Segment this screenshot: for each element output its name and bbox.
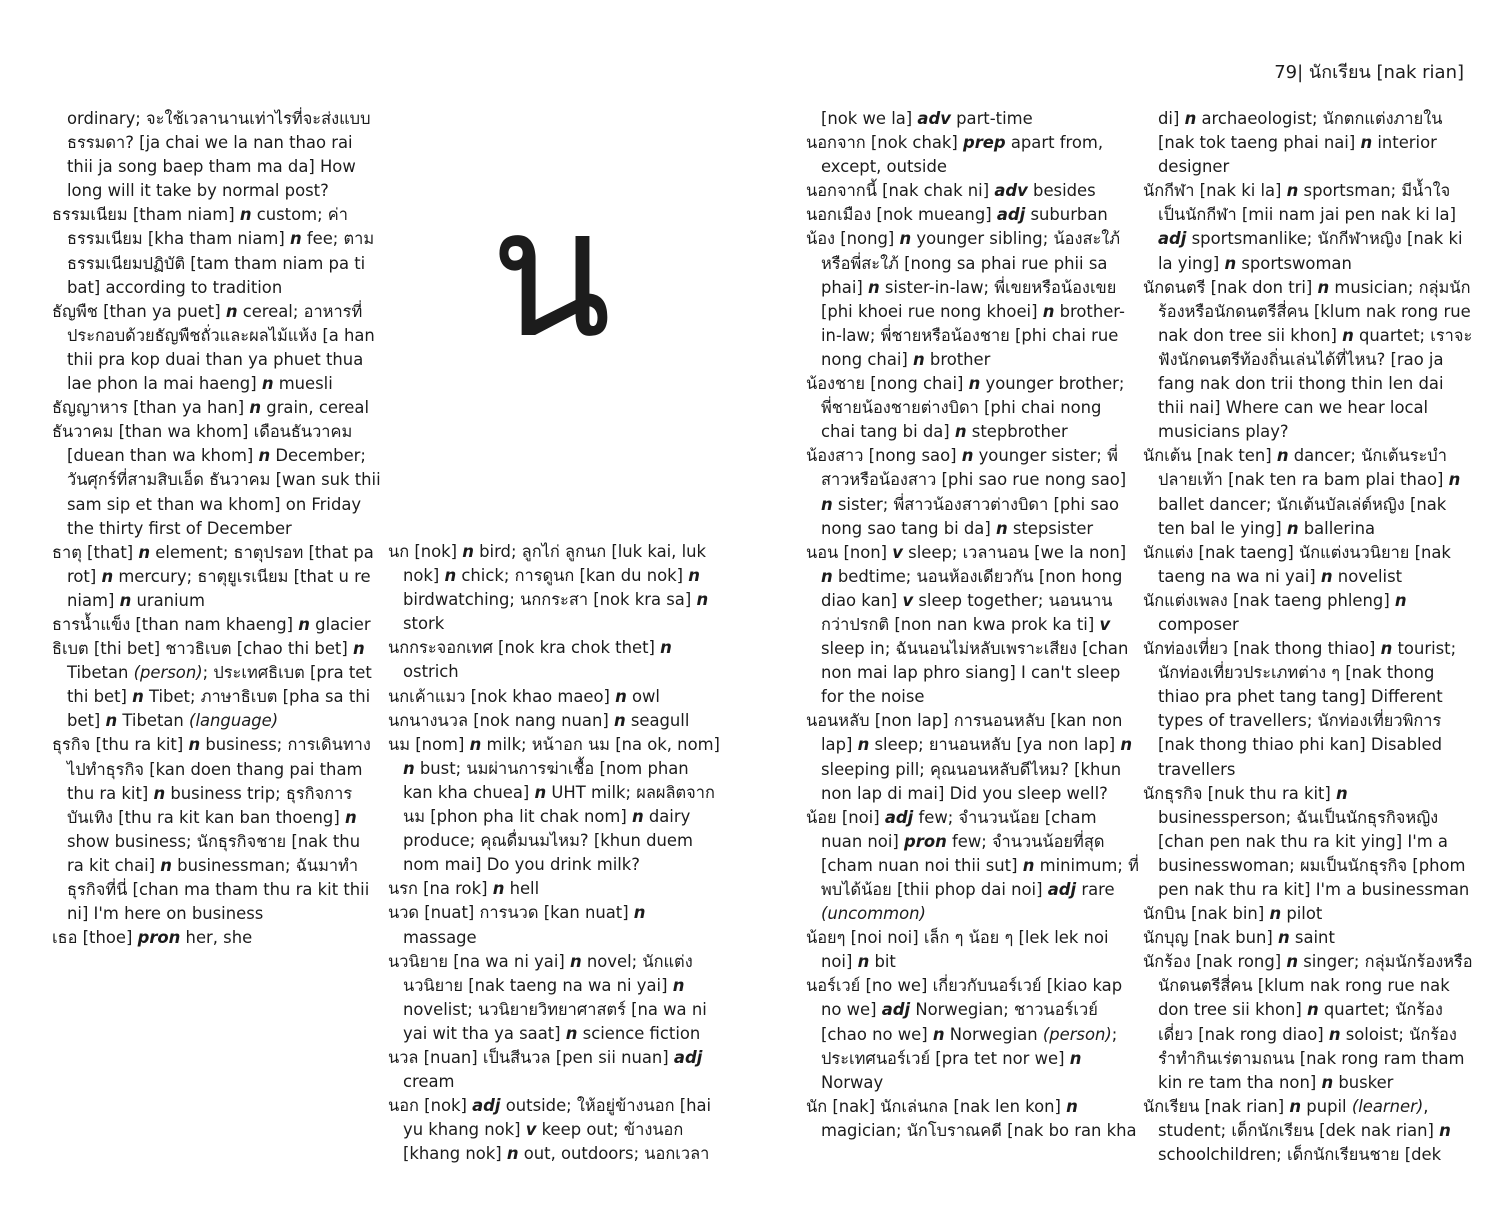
dictionary-entry [806, 926, 1139, 974]
part-of-speech: n [1306, 1000, 1319, 1020]
part-of-speech: n [403, 758, 415, 778]
usage-note: (language) [189, 711, 279, 731]
part-of-speech: n [188, 735, 201, 755]
entry-text: hell [504, 879, 540, 899]
column-1 [52, 107, 382, 950]
part-of-speech: adj [996, 205, 1026, 225]
entry-text: stepbrother [966, 422, 1068, 442]
dictionary-entry [388, 709, 723, 733]
dictionary-entry [1143, 782, 1473, 902]
dictionary-entry [388, 540, 723, 636]
dictionary-entry [52, 613, 382, 637]
part-of-speech: n [119, 590, 132, 610]
entry-text: นก [nok] [388, 542, 463, 561]
entry-text: quartet; เราจะฟังนักดนตรีท้องถิ่นเล่นได้ที่ไหน? [rao ja fang nak don trii thong thin len dai thii nai] Where can we hear local musicians play? [1158, 325, 1473, 442]
entry-text: bedtime; นอนห้องเดียวกัน [non hong diao kan] [821, 566, 1123, 610]
entry-text: เธอ [thoe] [52, 928, 138, 948]
part-of-speech: n [1317, 277, 1330, 297]
dictionary-entry [806, 203, 1139, 227]
part-of-speech: n [1342, 325, 1354, 345]
part-of-speech: n [1042, 301, 1055, 321]
entry-text: out, outdoors; นอกเวลา [518, 1144, 710, 1164]
dictionary-entry [1143, 1095, 1473, 1167]
entry-text: brother-in-law; พี่ชายหรือน้องชาย [phi chai rue nong chai] [821, 301, 1125, 369]
entry-text: นัก [nak] นักเล่นกล [nak len kon] [806, 1096, 1067, 1116]
part-of-speech: n [1321, 1072, 1334, 1092]
part-of-speech: n [1066, 1096, 1078, 1116]
part-of-speech: n [633, 903, 646, 923]
part-of-speech: n [660, 638, 672, 658]
part-of-speech: adv [994, 181, 1028, 201]
part-of-speech: n [954, 422, 967, 442]
entry-text: sportsman; มีน้ำใจเป็นนักกีฬา [mii nam jai pen nak ki la] [1158, 181, 1457, 225]
part-of-speech: n [1439, 1120, 1451, 1140]
part-of-speech: n [444, 566, 457, 586]
entry-text: keep out; ข้างนอก [khang nok] [403, 1120, 684, 1164]
part-of-speech: n [1224, 253, 1237, 273]
part-of-speech: n [615, 686, 627, 706]
entry-text: fee; ตามธรรมเนียมปฏิบัติ [tam tham niam pa ti bat] according to tradition [67, 229, 375, 297]
entry-text: ธัญพืช [than ya puet] [52, 301, 226, 321]
dictionary-entry [388, 733, 723, 878]
dictionary-entry [806, 372, 1139, 444]
part-of-speech: n [101, 566, 114, 586]
entry-text: pupil [1301, 1096, 1352, 1116]
usage-note: (person) [133, 663, 203, 683]
entry-text: owl [626, 686, 660, 706]
entry-text: นักแต่งเพลง [nak taeng phleng] [1143, 590, 1395, 610]
part-of-speech: adv [917, 109, 951, 128]
part-of-speech: n [688, 566, 700, 586]
entry-text: นักร้อง [nak rong] [1143, 952, 1287, 972]
part-of-speech: n [565, 1023, 578, 1043]
part-of-speech: n [696, 590, 709, 610]
part-of-speech: n [995, 518, 1008, 538]
entry-text: ธิเบต [thi bet] ชาวธิเบต [chao thi bet] [52, 639, 353, 659]
entry-text: uranium [131, 590, 205, 610]
part-of-speech: n [344, 807, 357, 827]
entry-text: ballet dancer; นักเต้นบัลเล่ต์หญิง [nak ten bal le ying] [1158, 494, 1447, 538]
part-of-speech: adj [673, 1047, 703, 1067]
part-of-speech: n [570, 951, 582, 971]
dictionary-entry [388, 685, 723, 709]
dictionary-entry [52, 203, 382, 299]
dictionary-entry [388, 1094, 723, 1166]
entry-text: นักเต้น [nak ten] [1143, 446, 1277, 466]
entry-text: นรก [na rok] [388, 879, 493, 899]
entry-text: science fiction [577, 1023, 701, 1043]
part-of-speech: n [821, 494, 833, 514]
part-of-speech: adj [881, 1000, 911, 1020]
entry-text: Norwegian [944, 1024, 1043, 1044]
entry-text: นักดนตรี [nak don tri] [1143, 277, 1318, 297]
part-of-speech: n [1269, 904, 1282, 924]
entry-text: saint [1289, 928, 1335, 948]
entry-text: ธัญญาหาร [than ya han] [52, 398, 250, 418]
part-of-speech: n [913, 349, 925, 369]
part-of-speech: n [631, 807, 644, 827]
entry-text: business trip; ธุรกิจการบันเทิง [thu ra kit kan ban thoeng] [67, 783, 353, 827]
part-of-speech: n [225, 301, 238, 321]
dictionary-entry [1143, 541, 1473, 589]
entry-text: นกกระจอกเทศ [nok kra chok thet] [388, 638, 661, 658]
entry-text: นักกีฬา [nak ki la] [1143, 181, 1287, 201]
part-of-speech: n [1184, 109, 1197, 128]
part-of-speech: pron [904, 831, 947, 851]
entry-text: massage [403, 927, 477, 947]
entry-text: pilot [1281, 904, 1323, 924]
entry-text: sleep; เวลานอน [we la non] [902, 542, 1127, 562]
part-of-speech: n [1336, 783, 1348, 803]
column-2 [388, 540, 723, 1166]
entry-text: นักบิน [nak bin] [1143, 904, 1270, 924]
part-of-speech: pron [137, 928, 181, 948]
entry-text: น้อยๆ [noi noi] เล็ก ๆ น้อย ๆ [lek lek noi noi] [806, 928, 1109, 972]
part-of-speech: v [902, 590, 914, 610]
dictionary-entry [1143, 926, 1473, 950]
entry-text: , student; เด็กนักเรียน [dek nak rian] [1158, 1096, 1440, 1140]
part-of-speech: n [298, 614, 310, 634]
dictionary-entry [1143, 179, 1473, 275]
part-of-speech: n [821, 566, 833, 586]
part-of-speech: n [249, 398, 262, 418]
part-of-speech: adj [884, 807, 914, 827]
part-of-speech: n [899, 229, 912, 249]
entry-text: apart from, except, outside [821, 133, 1104, 177]
dictionary-entry [388, 1046, 723, 1094]
entry-text: show business; นักธุรกิจชาย [nak thu ra kit chai] [67, 831, 361, 875]
entry-text: ostrich [403, 662, 459, 682]
entry-text: novelist; นวนิยายวิทยาศาสตร์ [na wa ni yai wit tha ya saat] [403, 999, 707, 1043]
dictionary-entry [388, 901, 723, 949]
dictionary-entry-continued [52, 107, 382, 203]
dictionary-entry [1143, 902, 1473, 926]
part-of-speech: n [1360, 133, 1373, 153]
part-of-speech: n [289, 229, 302, 249]
entry-text: glacier [309, 614, 371, 634]
header-romanization: [nak rian] [1376, 62, 1464, 83]
entry-text: น้องชาย [nong chai] [806, 374, 969, 394]
entry-text: rare [1076, 880, 1115, 899]
entry-text: novel; นักแต่งนวนิยาย [nak taeng na wa ni yai] [403, 951, 693, 995]
part-of-speech: n [132, 687, 144, 707]
part-of-speech: n [1278, 928, 1290, 948]
entry-text: seagull [625, 710, 690, 730]
entry-text: cereal; อาหารที่ประกอบด้วยธัญพืชถั่วและผลไม้แห้ง [a han thii pra kop duai than ya phuet thua lae phon la mai haeng] [67, 301, 375, 394]
dictionary-entry [52, 541, 382, 613]
entry-text: tourist; นักท่องเที่ยวประเภทต่าง ๆ [nak thong thiao pra phet tang tang] Different types of travellers; นักท่องเที่ยวพิการ [nak thong thiao phi kan] Disabled travellers [1158, 639, 1457, 779]
dictionary-entry [1143, 589, 1473, 637]
entry-text: Norway [821, 1072, 884, 1092]
entry-text: bust; นมผ่านการฆ่าเชื้อ [nom phan kan kha chuea] [403, 758, 689, 802]
entry-text: di] [1158, 109, 1185, 128]
entry-text: singer; กลุ่มนักร้องหรือนักดนตรีสี่คน [klum nak rong rue nak don tree sii khon] [1158, 952, 1473, 1020]
entry-text: นกเค้าแมว [nok khao maeo] [388, 686, 616, 706]
part-of-speech: v [1099, 614, 1111, 634]
entry-text: sleeping pill; คุณนอนหลับดีไหม? [khun non lap di mai] Did you sleep well? [821, 759, 1122, 803]
entry-text: นวด [nuat] การนวด [kan nuat] [388, 903, 634, 923]
entry-text: นักธุรกิจ [nuk thu ra kit] [1143, 783, 1337, 803]
entry-text: นักเรียน [nak rian] [1143, 1096, 1290, 1116]
entry-text: younger sibling; น้องสะใภ้ หรือพี่สะใภ้ [nong sa phai rue phii sa phai] [821, 229, 1121, 297]
entry-text: sportsmanlike; นักกีฬาหญิง [nak ki la ying] [1158, 229, 1463, 273]
entry-text: ธันวาคม [than wa khom] เดือนธันวาคม [duean than wa khom] [52, 422, 353, 466]
part-of-speech: n [868, 277, 880, 297]
part-of-speech: n [932, 1024, 945, 1044]
part-of-speech: n [352, 639, 365, 659]
entry-text: suburban [1025, 205, 1108, 225]
entry-text: นอกจาก [nok chak] [806, 133, 963, 153]
part-of-speech: n [239, 205, 252, 225]
entry-text: sister; พี่สาวน้องสาวต่างบิดา [phi sao nong sao tang bi da] [821, 494, 1120, 538]
part-of-speech: n [534, 782, 547, 802]
entry-text: sportswoman [1236, 253, 1352, 273]
dictionary-entry [806, 709, 1139, 805]
part-of-speech: v [525, 1120, 537, 1140]
dictionary-entry [388, 950, 723, 1046]
part-of-speech: n [506, 1144, 519, 1164]
entry-text: sleep; ยานอนหลับ [ya non lap] [869, 735, 1121, 755]
entry-text: นอร์เวย์ [no we] เกี่ยวกับนอร์เวย์ [kiao kap no we] [806, 976, 1123, 1020]
part-of-speech: n [857, 952, 870, 972]
entry-text: น้อง [nong] [806, 229, 900, 249]
entry-text: ธาตุ [that] [52, 542, 139, 562]
part-of-speech: n [469, 734, 482, 754]
part-of-speech: n [1286, 181, 1299, 201]
section-letter: น [490, 170, 612, 377]
entry-text: sleep together; นอนนานกว่าปรกติ [non nan kwa prok ka ti] [821, 590, 1113, 634]
part-of-speech: n [613, 710, 626, 730]
entry-text: custom; ค่าธรรมเนียม [kha tham niam] [67, 205, 348, 249]
running-header [1274, 57, 1464, 86]
dictionary-entry [806, 806, 1139, 926]
dictionary-entry [52, 733, 382, 926]
entry-text: sister-in-law; พี่เขยหรือน้องเขย [phi khoei rue nong khoei] [821, 277, 1117, 321]
entry-text: bit [869, 952, 896, 972]
dictionary-entry-continued [806, 107, 1139, 131]
part-of-speech: n [1069, 1048, 1082, 1068]
entry-text: ; ประเทศนอร์เวย์ [pra tet nor we] [821, 1024, 1118, 1068]
dictionary-entry [52, 637, 382, 733]
entry-text: soloist; นักร้องรำทำกินเร่ตามถนน [nak rong ram tham kin re tam tha non] [1158, 1024, 1465, 1092]
entry-text: minimum; ที่พบได้น้อย [thii phop dai noi] [821, 855, 1139, 899]
entry-text: น้อย [noi] [806, 807, 885, 827]
dictionary-entry [806, 131, 1139, 179]
entry-text: musician; กลุ่มนักร้องหรือนักดนตรีสี่คน [klum nak rong rue nak don tree sii khon] [1158, 277, 1471, 345]
part-of-speech: n [1286, 952, 1298, 972]
dictionary-entry [52, 396, 382, 420]
part-of-speech: n [160, 855, 172, 875]
entry-text: part-time [950, 109, 1033, 128]
entry-text: busker [1333, 1072, 1394, 1092]
dictionary-entry [52, 300, 382, 396]
part-of-speech: n [153, 783, 166, 803]
entry-text: นักท่องเที่ยว [nak thong thiao] [1143, 639, 1381, 659]
part-of-speech: n [462, 542, 474, 561]
entry-text: dairy produce; คุณดื่มนมไหม? [khun duem nom mai] Do you drink milk? [403, 807, 693, 875]
entry-text: brother [924, 349, 991, 369]
part-of-speech: v [892, 542, 903, 562]
entry-text: businessman; ฉันมาทำธุรกิจที่นี่ [chan ma tham thu ra kit thii ni] I'm here on business [67, 855, 370, 924]
entry-text: ธรรมเนียม [tham niam] [52, 205, 240, 225]
dictionary-entry [806, 974, 1139, 1094]
entry-text: นอก [nok] [388, 1096, 473, 1116]
part-of-speech: n [492, 879, 505, 899]
part-of-speech: n [258, 446, 271, 466]
part-of-speech: n [105, 711, 118, 731]
entry-text: younger sister; พี่สาวหรือน้องสาว [phi sao rue nong sao] [821, 446, 1127, 490]
entry-text: mercury; ธาตุยูเรเนียม [that u re niam] [67, 566, 371, 610]
part-of-speech: n [1120, 735, 1133, 755]
entry-text: นักแต่ง [nak taeng] นักแต่งนวนิยาย [nak taeng na wa ni yai] [1143, 542, 1451, 586]
entry-text: besides [1027, 181, 1096, 201]
entry-text: quartet; นักร้องเดี่ยว [nak rong diao] [1158, 1000, 1443, 1044]
dictionary-entry [806, 1095, 1139, 1143]
dictionary-entry [1143, 276, 1473, 445]
part-of-speech: n [1022, 855, 1035, 875]
entry-text: นักบุญ [nak bun] [1143, 928, 1279, 948]
column-4 [1143, 107, 1473, 1167]
dictionary-entry [388, 636, 723, 684]
part-of-speech: n [1320, 566, 1333, 586]
entry-text: นอกเมือง [nok mueang] [806, 205, 997, 225]
page-number: 79| [1274, 62, 1304, 83]
part-of-speech: adj [1158, 229, 1187, 249]
entry-text: ; ประเทศธิเบต [pra tet thi bet] [67, 663, 372, 707]
part-of-speech: n [1448, 470, 1461, 490]
entry-text: ordinary; จะใช้เวลานานเท่าไรที่จะส่งแบบธรรมดา? [ja chai we la nan thao rai thii ja song baep tham ma da] How long will it take by normal post? [67, 109, 371, 201]
part-of-speech: n [968, 374, 981, 394]
entry-text: interior designer [1158, 133, 1437, 177]
part-of-speech: n [1394, 590, 1407, 610]
entry-text: stepsister [1007, 518, 1094, 538]
part-of-speech: adj [472, 1096, 501, 1116]
entry-text: ธารน้ำแข็ง [than nam khaeng] [52, 614, 299, 634]
entry-text: cream [403, 1072, 455, 1092]
entry-text: Norwegian; ชาวนอร์เวย์ [chao no we] [821, 1000, 1098, 1044]
entry-text: Tibetan [117, 711, 190, 731]
part-of-speech: n [1286, 518, 1299, 538]
entry-text: outside; ให้อยู่ข้างนอก [hai yu khang nok] [403, 1096, 712, 1140]
entry-text: [nok we la] [821, 109, 918, 128]
entry-text: นกนางนวล [nok nang nuan] [388, 710, 614, 730]
usage-note: (learner) [1351, 1096, 1424, 1116]
entry-text: dancer; นักเต้นระบำปลายเท้า [nak ten ra bam plai thao] [1158, 446, 1449, 490]
part-of-speech: prep [962, 133, 1006, 153]
entry-text: นอกจากนี้ [nak chak ni] [806, 181, 995, 201]
dictionary-entry [388, 877, 723, 901]
part-of-speech: n [138, 542, 151, 562]
part-of-speech: n [672, 975, 685, 995]
entry-text: Tibet; ภาษาธิเบต [pha sa thi bet] [67, 687, 371, 731]
part-of-speech: n [1328, 1024, 1341, 1044]
dictionary-entry [1143, 444, 1473, 540]
entry-text: novelist [1332, 566, 1403, 586]
entry-text: sleep in; ฉันนอนไม่หลับเพราะเสียง [chan non mai lap phro siang] I can't sleep for the noise [821, 639, 1129, 707]
entry-text: bird; ลูกไก่ ลูกนก [luk kai, luk nok] [403, 542, 707, 586]
entry-text: businessperson; ฉันเป็นนักธุรกิจหญิง [chan pen nak thu ra kit ying] I'm a businesswoman; ผมเป็นนักธุรกิจ [phom pen nak thu ra kit] I'm a businessman [1158, 807, 1470, 899]
part-of-speech: n [1276, 446, 1289, 466]
usage-note: (uncommon) [821, 904, 926, 924]
dictionary-entry [806, 444, 1139, 540]
entry-text: younger brother; พี่ชายน้องชายต่างบิดา [phi chai nong chai tang bi da] [821, 374, 1125, 442]
part-of-speech: adj [1047, 880, 1077, 899]
entry-text: น้องสาว [nong sao] [806, 446, 962, 466]
part-of-speech: n [1289, 1096, 1302, 1116]
part-of-speech: n [1380, 639, 1393, 659]
entry-text: business; การเดินทางไปทำธุรกิจ [kan doen thang pai tham thu ra kit] [67, 735, 371, 803]
dictionary-entry [806, 227, 1139, 372]
entry-text: archaeologist; นักตกแต่งภายใน [nak tok taeng phai nai] [1158, 109, 1443, 153]
entry-text: her, she [180, 928, 253, 948]
entry-text: นวล [nuan] เป็นสีนวล [pen sii nuan] [388, 1047, 674, 1067]
part-of-speech: n [261, 374, 274, 394]
entry-text: นวนิยาย [na wa ni yai] [388, 951, 570, 971]
part-of-speech: n [961, 446, 974, 466]
entry-text: composer [1158, 614, 1239, 634]
entry-text: muesli [273, 374, 333, 394]
entry-text: magician; นักโบราณคดี [nak bo ran kha [821, 1120, 1137, 1140]
header-thai-word: นักเรียน [1308, 62, 1371, 83]
entry-text: นม [nom] [388, 734, 470, 754]
entry-text: schoolchildren; เด็กนักเรียนชาย [dek [1158, 1145, 1442, 1165]
part-of-speech: n [857, 735, 870, 755]
dictionary-entry [52, 926, 382, 950]
entry-text: December; วันศุกร์ที่สามสิบเอ็ด ธันวาคม [wan suk thii sam sip et than wa khom] on Friday the thirty first of December [67, 446, 381, 538]
column-3 [806, 107, 1139, 1143]
dictionary-entry [52, 420, 382, 540]
usage-note: (person) [1042, 1024, 1112, 1044]
entry-text: grain, cereal [261, 398, 369, 418]
entry-text: stork [403, 614, 445, 634]
dictionary-entry [806, 541, 1139, 710]
entry-text: นอนหลับ [non lap] การนอนหลับ [kan non lap] [806, 711, 1123, 755]
entry-text: ballerina [1298, 518, 1376, 538]
entry-text: chick; การดูนก [kan du nok] [456, 566, 689, 586]
dictionary-entry [1143, 950, 1473, 1095]
dictionary-entry-continued [1143, 107, 1473, 179]
dictionary-entry [1143, 637, 1473, 782]
entry-text: Tibetan [67, 663, 134, 683]
entry-text: few; จำนวนน้อยที่สุด [cham nuan noi thii sut] [821, 831, 1105, 875]
entry-text: นอน [non] [806, 542, 893, 562]
entry-text: UHT milk; ผลผลิตจากนม [phon pha lit chak nom] [403, 782, 715, 827]
entry-text: element; ธาตุปรอท [that pa rot] [67, 542, 374, 586]
entry-text: birdwatching; นกกระสา [nok kra sa] [403, 590, 697, 610]
entry-text: milk; หน้าอก นม [na ok, nom] [481, 734, 720, 754]
entry-text: ธุรกิจ [thu ra kit] [52, 735, 189, 755]
dictionary-entry [806, 179, 1139, 203]
entry-text: few; จำนวนน้อย [cham nuan noi] [821, 807, 1097, 851]
